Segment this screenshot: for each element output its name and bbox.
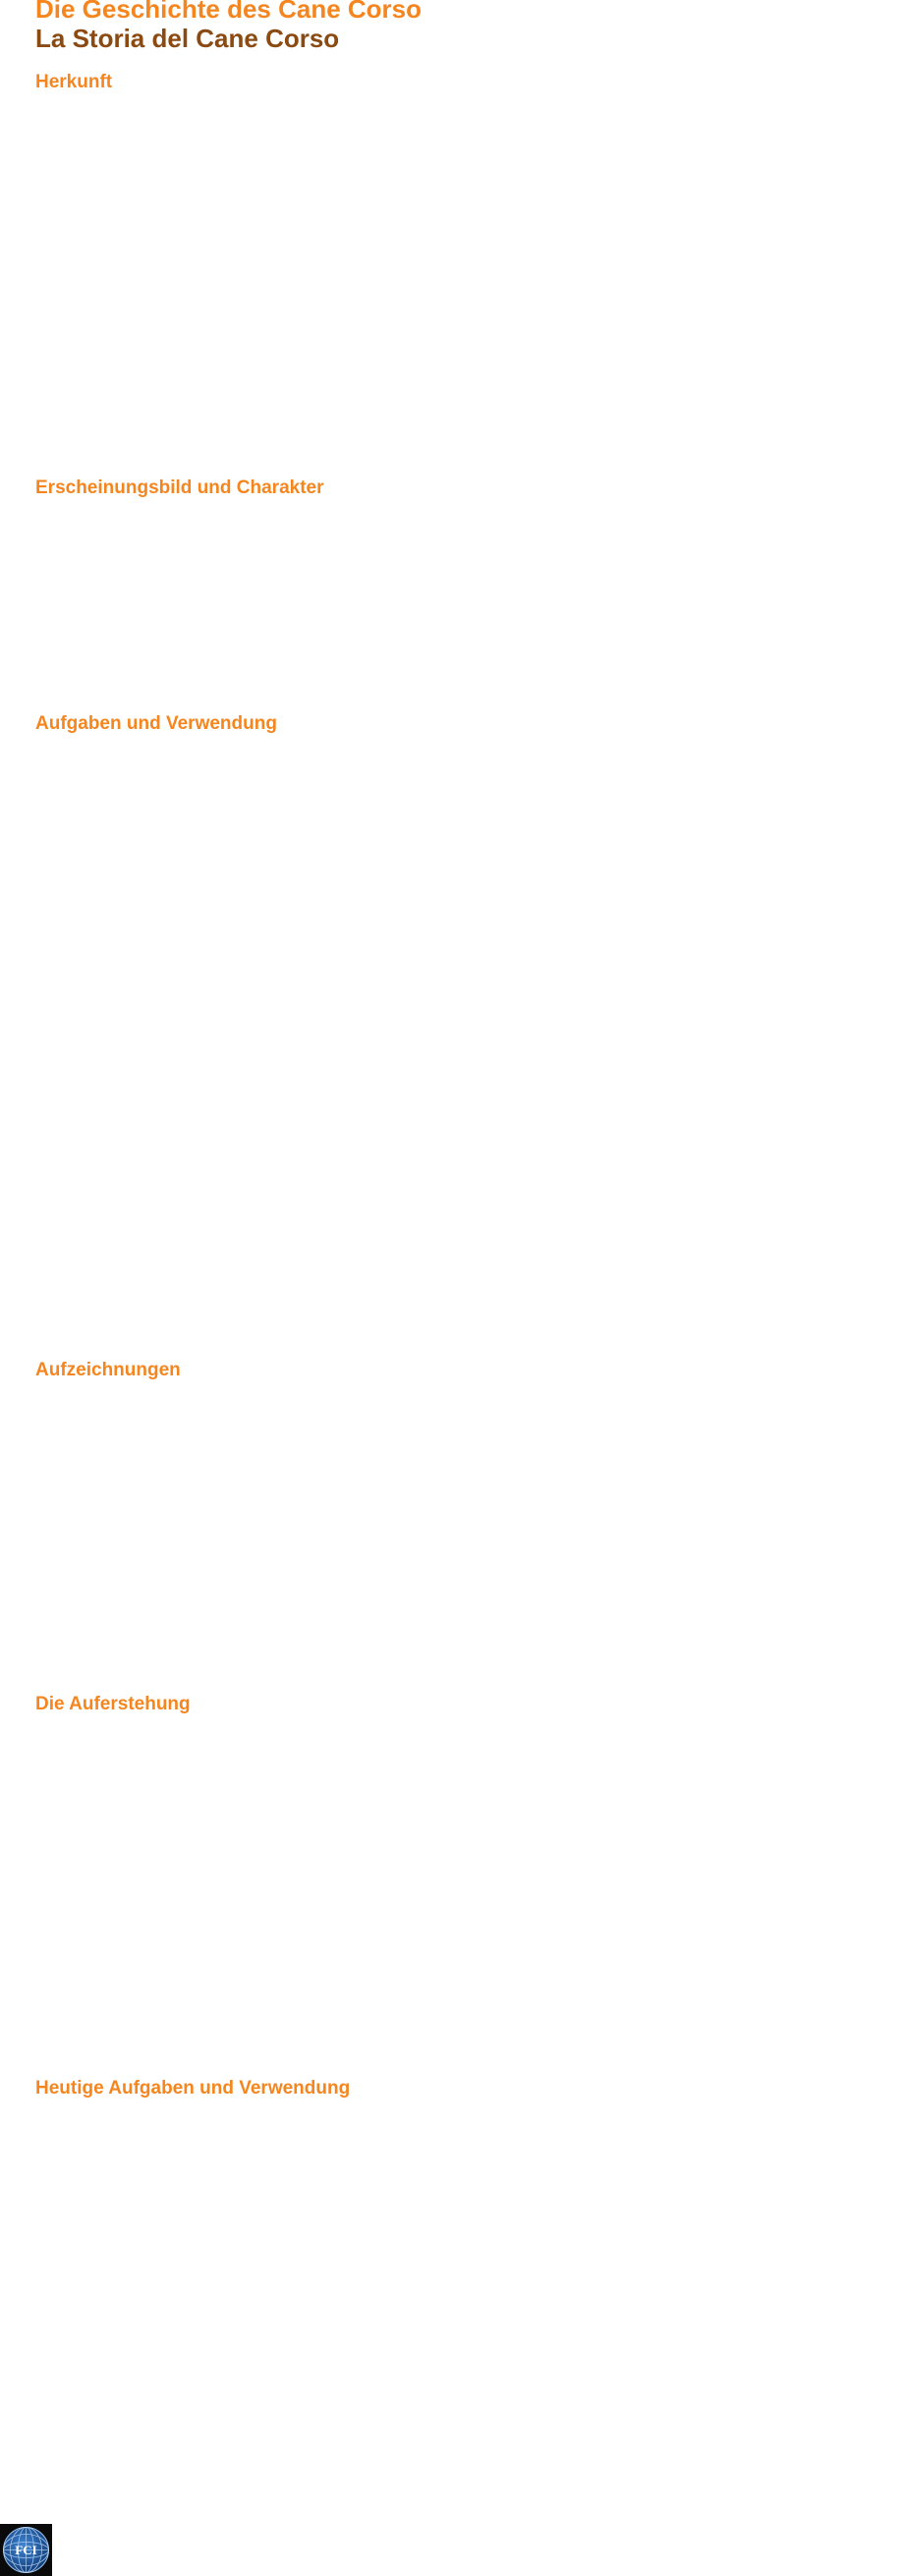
section-heading-aufgaben: Aufgaben und Verwendung xyxy=(35,713,277,734)
section-heading-herkunft: Herkunft xyxy=(35,72,113,92)
section-heading-aufzeichnungen: Aufzeichnungen xyxy=(35,1360,181,1380)
section-heading-erscheinungsbild: Erscheinungsbild und Charakter xyxy=(35,477,324,498)
page-title-italian: La Storia del Cane Corso xyxy=(35,24,340,53)
fci-logo-text: FCI xyxy=(15,2543,37,2557)
page-title-german: Die Geschichte des Cane Corso xyxy=(35,0,423,24)
fci-logo[interactable] xyxy=(0,2524,52,2576)
fci-globe-icon xyxy=(0,2524,52,2576)
section-heading-heutige-aufgaben: Heutige Aufgaben und Verwendung xyxy=(35,2078,351,2099)
section-heading-auferstehung: Die Auferstehung xyxy=(35,1694,191,1714)
